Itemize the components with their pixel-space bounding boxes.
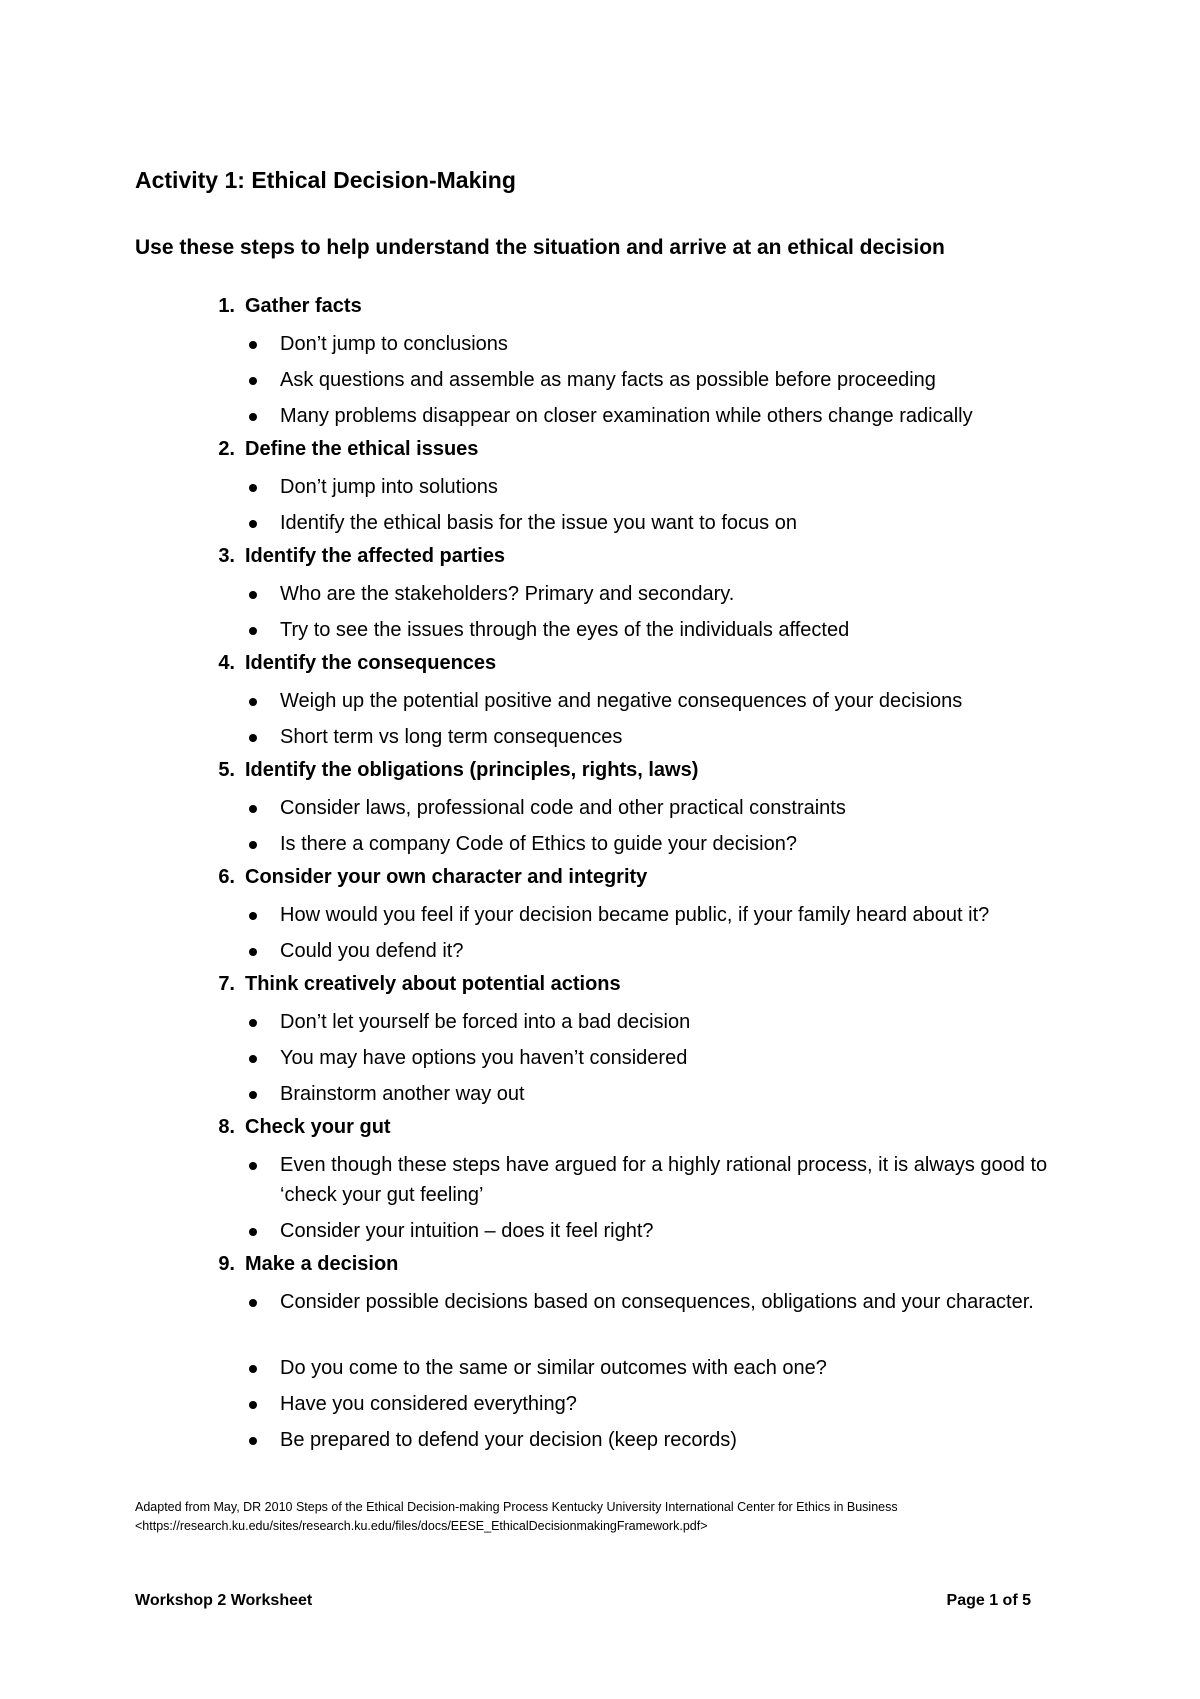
- bullet-icon: [249, 1228, 257, 1236]
- step-number: 1.: [218, 295, 235, 317]
- bullet-item: [135, 686, 1095, 722]
- bullet-text: Don’t jump to conclusions: [280, 333, 508, 355]
- bullet-text: Short term vs long term consequences: [280, 726, 623, 748]
- bullet-text: Is there a company Code of Ethics to guide your decision?: [280, 833, 797, 855]
- bullet-item: [135, 829, 1095, 865]
- step-title: Define the ethical issues: [245, 438, 479, 460]
- bullet-item: [135, 1007, 1095, 1043]
- step-title: Think creatively about potential actions: [245, 973, 621, 995]
- bullet-icon: [249, 627, 257, 635]
- bullet-text: Brainstorm another way out: [280, 1083, 525, 1105]
- footer-page-number: Page 1 of 5: [946, 1592, 1031, 1609]
- bullet-item: [135, 1287, 1095, 1353]
- bullet-icon: [249, 1437, 257, 1445]
- step-heading: [135, 651, 1095, 686]
- bullet-item: [135, 793, 1095, 829]
- bullet-icon: [249, 698, 257, 706]
- step-number: 9.: [218, 1253, 235, 1275]
- step-title: Check your gut: [245, 1116, 391, 1138]
- footnote-url[interactable]: <https://research.ku.edu/sites/research.ku.edu/files/docs/EESE_EthicalDecisionmakingFramework.pdf>: [135, 1519, 708, 1533]
- step-item: [135, 758, 1095, 865]
- bullet-text: Don’t let yourself be forced into a bad decision: [280, 1011, 691, 1033]
- footnote-citation: Adapted from May, DR 2010 Steps of the Ethical Decision-making Process Kentucky University International Center for Ethics in Business: [135, 1500, 898, 1514]
- bullet-icon: [249, 341, 257, 349]
- bullet-list: [135, 686, 1095, 758]
- step-heading: [135, 544, 1095, 579]
- bullet-text: Who are the stakeholders? Primary and secondary.: [280, 583, 735, 605]
- step-heading: [135, 1115, 1095, 1150]
- bullet-item: [135, 579, 1095, 615]
- bullet-list: [135, 1150, 1095, 1252]
- bullet-icon: [249, 912, 257, 920]
- bullet-text: Ask questions and assemble as many facts as possible before proceeding: [280, 369, 936, 391]
- bullet-text: How would you feel if your decision became public, if your family heard about it?: [280, 904, 990, 926]
- bullet-icon: [249, 1365, 257, 1373]
- step-heading: [135, 972, 1095, 1007]
- step-item: [135, 1252, 1095, 1461]
- bullet-icon: [249, 1299, 257, 1307]
- step-number: 8.: [218, 1116, 235, 1138]
- step-item: [135, 651, 1095, 758]
- bullet-item: [135, 472, 1095, 508]
- step-item: [135, 294, 1095, 437]
- bullet-item: [135, 365, 1095, 401]
- bullet-item: [135, 1353, 1095, 1389]
- bullet-text: Try to see the issues through the eyes of the individuals affected: [280, 619, 850, 641]
- footer-document-name: Workshop 2 Worksheet: [135, 1592, 313, 1609]
- bullet-item: [135, 401, 1095, 437]
- bullet-text: Even though these steps have argued for a highly rational process, it is always good to ‘check your gut feeling’: [280, 1154, 1048, 1206]
- step-item: [135, 437, 1095, 544]
- step-number: 5.: [218, 759, 235, 781]
- bullet-text: Be prepared to defend your decision (keep records): [280, 1429, 737, 1451]
- bullet-icon: [249, 591, 257, 599]
- step-title: Consider your own character and integrity: [245, 866, 648, 888]
- step-title: Make a decision: [245, 1253, 399, 1275]
- bullet-text: Identify the ethical basis for the issue you want to focus on: [280, 512, 797, 534]
- bullet-icon: [249, 1055, 257, 1063]
- step-title: Identify the affected parties: [245, 545, 506, 567]
- step-item: [135, 1115, 1095, 1252]
- bullet-icon: [249, 805, 257, 813]
- bullet-list: [135, 900, 1095, 972]
- step-number: 3.: [218, 545, 235, 567]
- bullet-text: Consider laws, professional code and other practical constraints: [280, 797, 846, 819]
- bullet-item: [135, 1216, 1095, 1252]
- step-heading: [135, 1252, 1095, 1287]
- step-item: [135, 544, 1095, 651]
- bullet-item: [135, 615, 1095, 651]
- bullet-list: [135, 472, 1095, 544]
- bullet-list: [135, 793, 1095, 865]
- bullet-text: Consider possible decisions based on consequences, obligations and your character.: [280, 1291, 1034, 1313]
- steps-list: [135, 294, 1095, 1461]
- bullet-item: [135, 1079, 1095, 1115]
- bullet-icon: [249, 841, 257, 849]
- bullet-item: [135, 1425, 1095, 1461]
- bullet-text: Consider your intuition – does it feel right?: [280, 1220, 654, 1242]
- step-heading: [135, 437, 1095, 472]
- bullet-text: Do you come to the same or similar outcomes with each one?: [280, 1357, 827, 1379]
- bullet-text: Have you considered everything?: [280, 1393, 577, 1415]
- bullet-text: Don’t jump into solutions: [280, 476, 498, 498]
- bullet-text: You may have options you haven’t considered: [280, 1047, 688, 1069]
- bullet-icon: [249, 413, 257, 421]
- bullet-icon: [249, 377, 257, 385]
- step-title: Identify the obligations (principles, rights, laws): [245, 759, 699, 781]
- bullet-icon: [249, 1019, 257, 1027]
- bullet-icon: [249, 1091, 257, 1099]
- bullet-text: Could you defend it?: [280, 940, 464, 962]
- bullet-icon: [249, 520, 257, 528]
- bullet-text: Weigh up the potential positive and negative consequences of your decisions: [280, 690, 963, 712]
- step-heading: [135, 865, 1095, 900]
- page-subtitle: Use these steps to help understand the situation and arrive at an ethical decision: [135, 236, 945, 259]
- bullet-item: [135, 900, 1095, 936]
- bullet-icon: [249, 948, 257, 956]
- bullet-list: [135, 1287, 1095, 1461]
- bullet-list: [135, 329, 1095, 437]
- bullet-list: [135, 1007, 1095, 1115]
- bullet-item: [135, 722, 1095, 758]
- bullet-item: [135, 1043, 1095, 1079]
- bullet-item: [135, 1389, 1095, 1425]
- bullet-icon: [249, 734, 257, 742]
- bullet-item: [135, 329, 1095, 365]
- bullet-text: Many problems disappear on closer examination while others change radically: [280, 405, 973, 427]
- step-number: 2.: [218, 438, 235, 460]
- step-item: [135, 865, 1095, 972]
- page-title: Activity 1: Ethical Decision-Making: [135, 167, 516, 193]
- bullet-item: [135, 508, 1095, 544]
- bullet-list: [135, 579, 1095, 651]
- step-title: Gather facts: [245, 295, 362, 317]
- step-heading: [135, 294, 1095, 329]
- step-item: [135, 972, 1095, 1115]
- step-number: 6.: [218, 866, 235, 888]
- bullet-icon: [249, 1162, 257, 1170]
- step-heading: [135, 758, 1095, 793]
- step-number: 4.: [218, 652, 235, 674]
- bullet-icon: [249, 1401, 257, 1409]
- source-footnote: [135, 1498, 1095, 1536]
- step-number: 7.: [218, 973, 235, 995]
- bullet-icon: [249, 484, 257, 492]
- bullet-item: [135, 1150, 1095, 1216]
- bullet-item: [135, 936, 1095, 972]
- step-title: Identify the consequences: [245, 652, 497, 674]
